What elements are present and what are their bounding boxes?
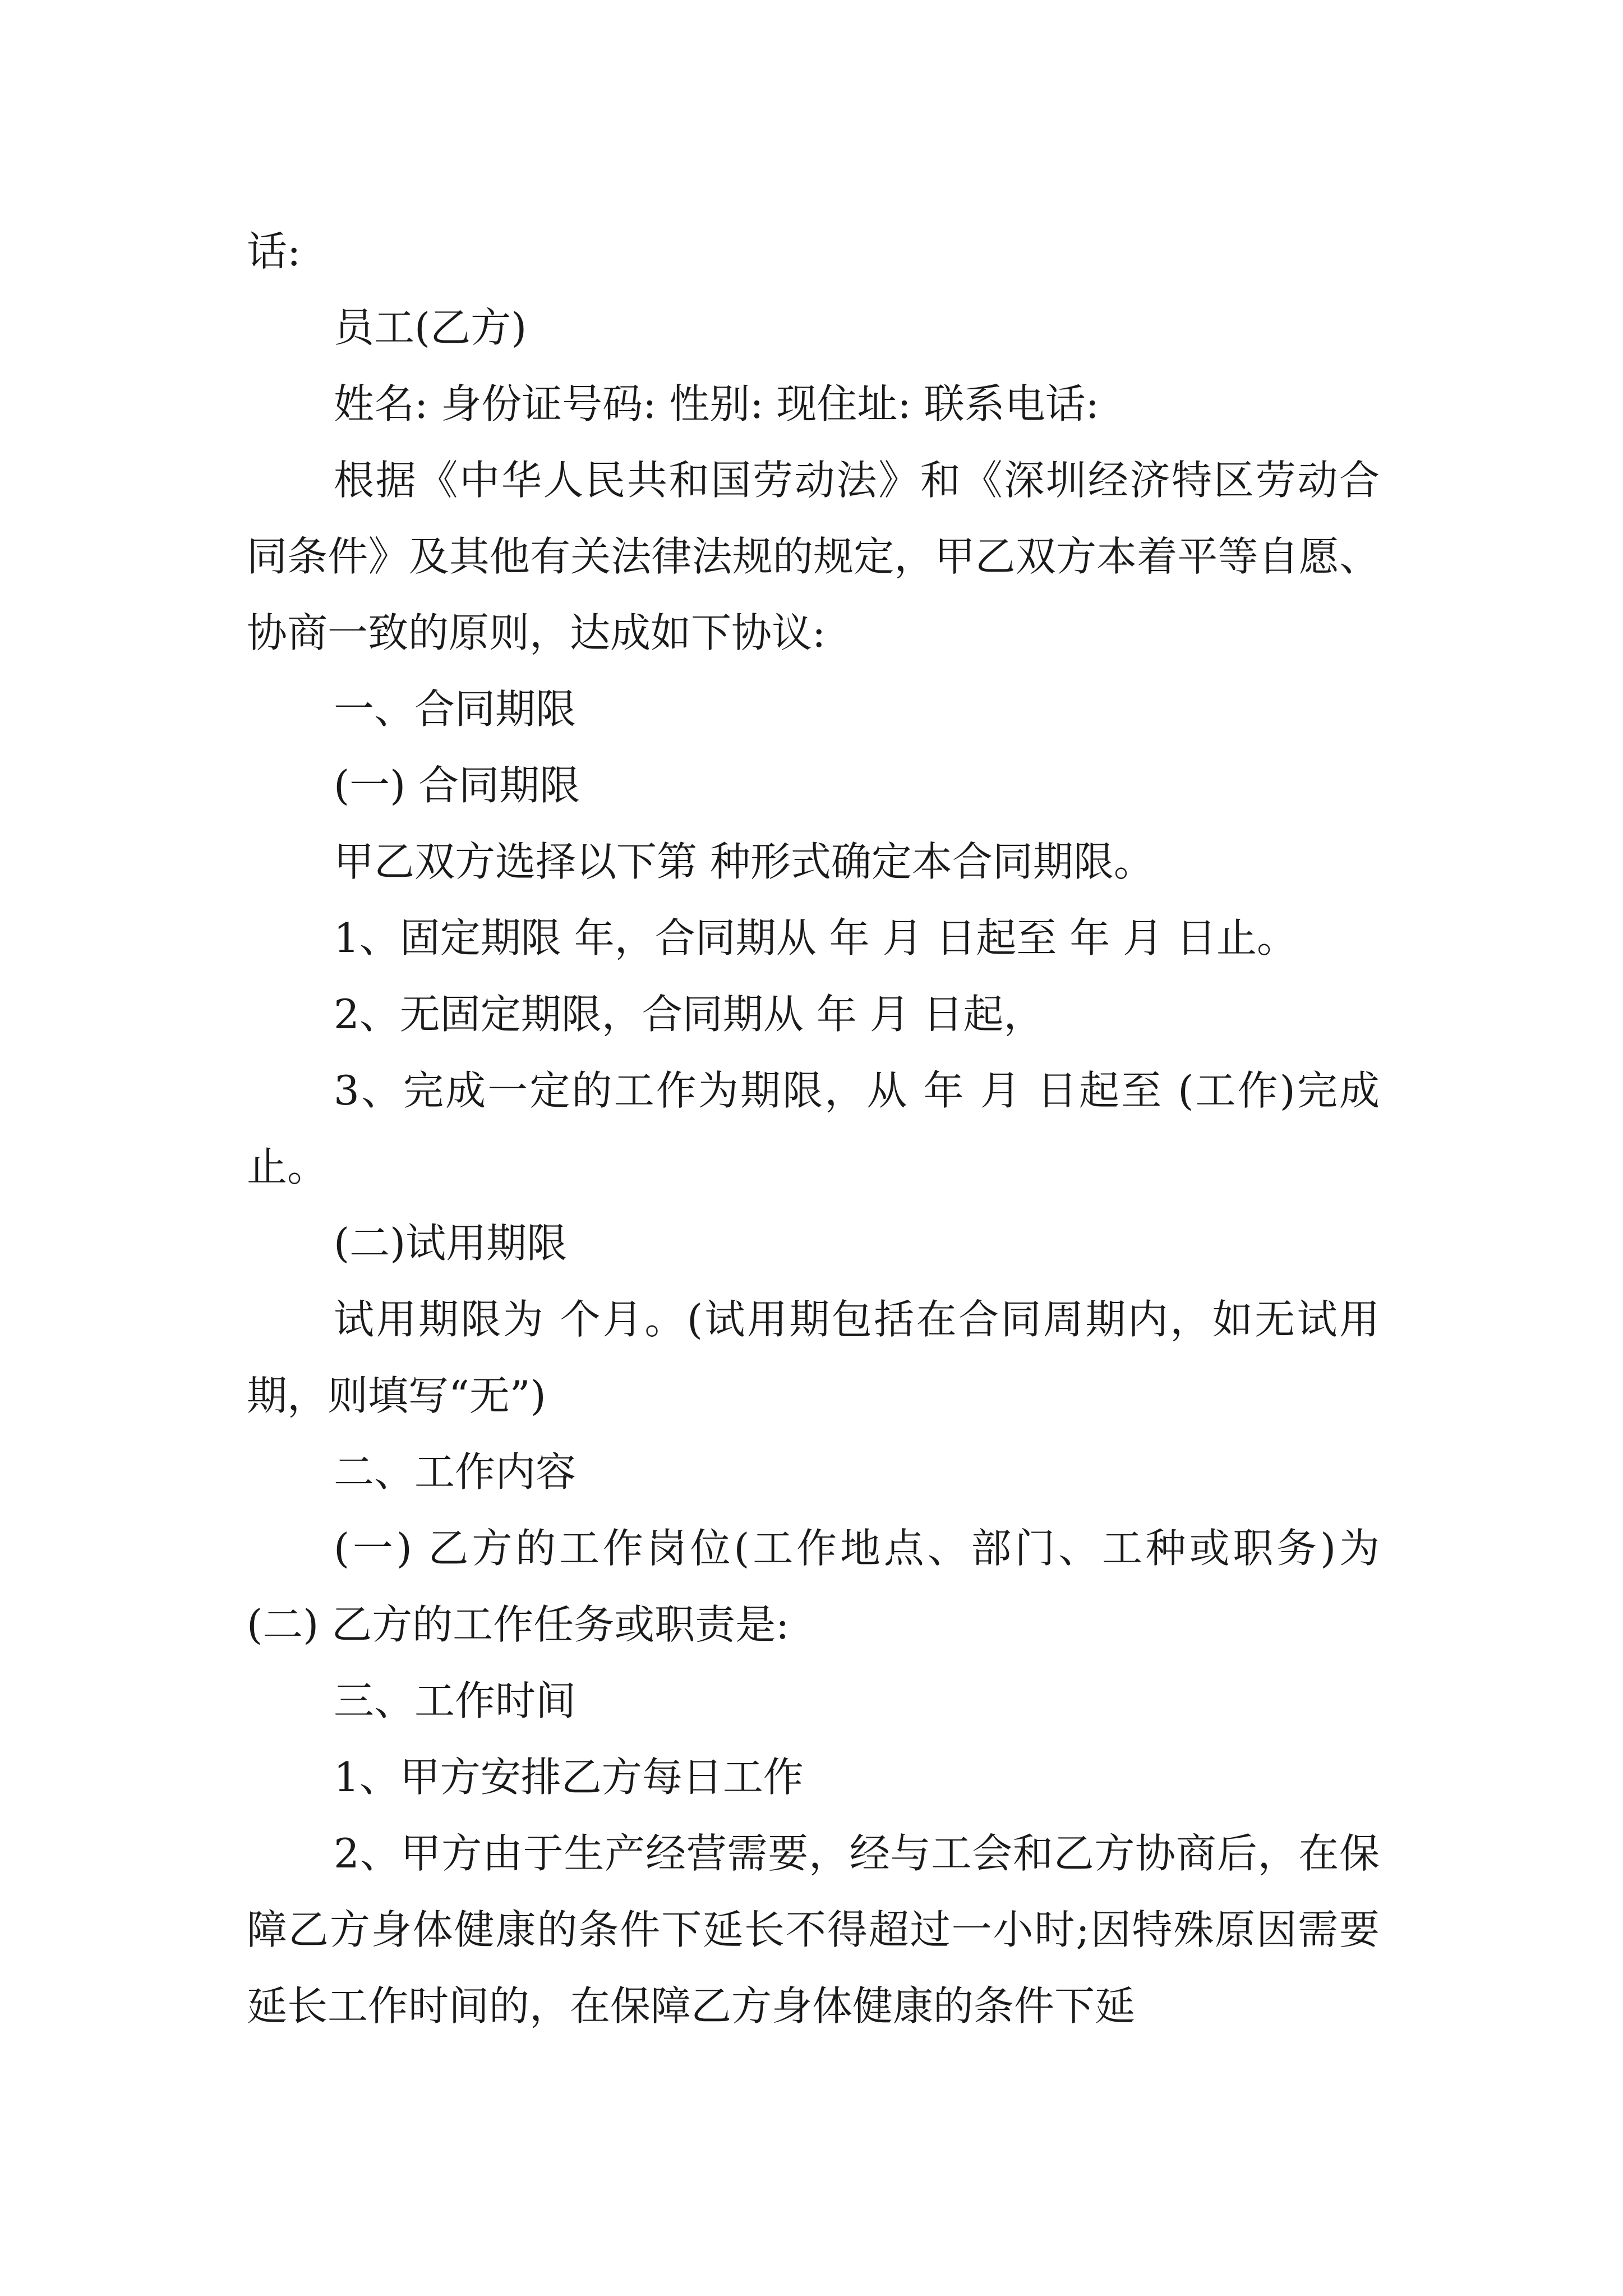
paragraph-open-term: 2、无固定期限，合同期从 年 月 日起，	[334, 991, 1044, 1038]
paragraph-employee-fields: 姓名: 身份证号码: 性别: 现住址: 联系电话:	[334, 380, 1099, 427]
section-heading-term: 一、合同期限	[334, 685, 577, 733]
paragraph-probation: 试用期限为 个月。(试用期包括在合同周期内，如无试用期，则填写“无”)	[247, 1296, 1380, 1419]
paragraph-work-position: (一) 乙方的工作岗位(工作地点、部门、工种或职务)为 (二) 乙方的工作任务或职责是:	[247, 1525, 1380, 1648]
contract-text	[247, 213, 1380, 2044]
subsection-heading-term: (一) 合同期限	[334, 762, 580, 809]
paragraph-fixed-term: 1、固定期限 年，合同期从 年 月 日起至 年 月 日止。	[334, 914, 1298, 961]
subsection-heading-probation: (二)试用期限	[334, 1220, 568, 1267]
paragraph-phone-label: 话:	[247, 228, 301, 275]
paragraph-overtime: 2、甲方由于生产经营需要，经与工会和乙方协商后，在保障乙方身体健康的条件下延长不得超过一小时;因特殊原因需要延长工作时间的，在保障乙方身体健康的条件下延	[247, 1830, 1380, 2030]
paragraph-employee-heading: 员工(乙方)	[334, 304, 527, 351]
paragraph-daily-hours: 1、甲方安排乙方每日工作	[334, 1754, 804, 1801]
section-heading-work-content: 二、工作内容	[334, 1448, 577, 1496]
section-heading-work-hours: 三、工作时间	[334, 1677, 577, 1724]
paragraph-term-choice: 甲乙双方选择以下第 种形式确定本合同期限。	[334, 838, 1154, 885]
paragraph-preamble: 根据《中华人民共和国劳动法》和《深圳经济特区劳动合同条件》及其他有关法律法规的规定，甲乙双方本着平等自愿、协商一致的原则，达成如下协议:	[247, 457, 1380, 656]
paragraph-task-term: 3、完成一定的工作为期限，从 年 月 日起至 (工作)完成止。	[247, 1067, 1380, 1190]
